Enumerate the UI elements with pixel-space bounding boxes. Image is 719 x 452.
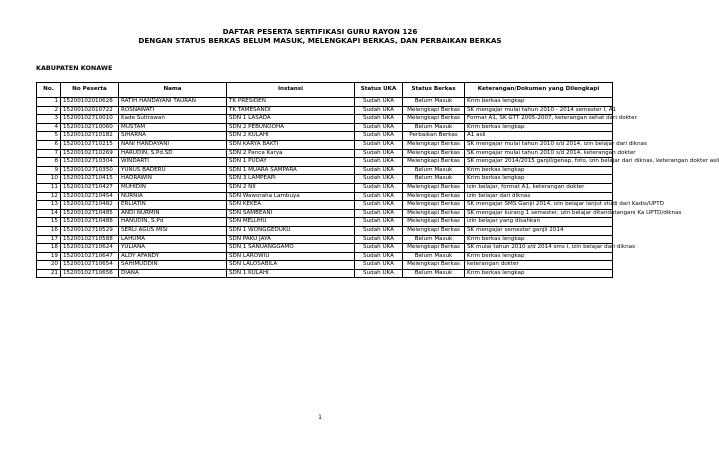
header-nama: Nama — [119, 83, 227, 98]
participant-name: YUNUS BADERU — [119, 166, 227, 175]
row-number: 3 — [37, 115, 61, 124]
row-number: 7 — [37, 149, 61, 158]
participant-id: 15200102710427 — [61, 183, 119, 192]
remarks: SK mengajar semester ganjil 2014 — [465, 226, 613, 235]
participant-id: 15200102710454 — [61, 192, 119, 201]
participant-id: 15200102710654 — [61, 261, 119, 270]
document-title — [0, 27, 640, 45]
participant-id: 15200102710415 — [61, 175, 119, 184]
institution: SDN KEKEA — [227, 201, 355, 210]
row-number: 11 — [37, 183, 61, 192]
status-uka: Sudah UKA — [355, 218, 403, 227]
status-uka: Sudah UKA — [355, 235, 403, 244]
institution: SDN Waworaha Lambuya — [227, 192, 355, 201]
institution: SDN MELUHU — [227, 218, 355, 227]
row-number: 1 — [37, 98, 61, 107]
table-row — [37, 183, 613, 192]
table-row — [37, 166, 613, 175]
status-uka: Sudah UKA — [355, 98, 403, 107]
participant-id: 15200102710269 — [61, 149, 119, 158]
participant-name: SERLI AGUS MISI — [119, 226, 227, 235]
status-uka: Sudah UKA — [355, 192, 403, 201]
status-berkas: Melengkapi Berkas — [403, 209, 465, 218]
remarks: Krim berkas lengkap — [465, 235, 613, 244]
row-number: 6 — [37, 140, 61, 149]
status-berkas: Melengkapi Berkas — [403, 149, 465, 158]
row-number: 4 — [37, 123, 61, 132]
institution: SDN 1 PUDAY — [227, 158, 355, 167]
status-uka: Sudah UKA — [355, 149, 403, 158]
participant-name: SIHARNA — [119, 132, 227, 141]
table-row — [37, 106, 613, 115]
status-berkas: Belum Masuk — [403, 166, 465, 175]
participant-name: RATIH HANDAYANI TAURAN — [119, 98, 227, 107]
table-row — [37, 158, 613, 167]
header-status-berkas: Status Berkas — [403, 83, 465, 98]
institution: SDN 2 NII — [227, 183, 355, 192]
institution: SDN LALOSABILA — [227, 261, 355, 270]
participant-id: 15200102710488 — [61, 218, 119, 227]
status-berkas: Belum Masuk — [403, 98, 465, 107]
participant-name: SAHIMUDDIN — [119, 261, 227, 270]
status-berkas: Belum Masuk — [403, 252, 465, 261]
participant-name: WINDARTI — [119, 158, 227, 167]
table-row — [37, 201, 613, 210]
table-row — [37, 218, 613, 227]
status-uka: Sudah UKA — [355, 175, 403, 184]
row-number: 14 — [37, 209, 61, 218]
table-row — [37, 123, 613, 132]
row-number: 19 — [37, 252, 61, 261]
remarks: Krim berkas lengkap — [465, 123, 613, 132]
institution: TK TAMESANDI — [227, 106, 355, 115]
institution: SDN 1 KULAHI — [227, 269, 355, 278]
status-uka: Sudah UKA — [355, 209, 403, 218]
row-number: 2 — [37, 106, 61, 115]
participant-id: 15200102710010 — [61, 115, 119, 124]
institution: SDN 2 Panca Karya — [227, 149, 355, 158]
status-uka: Sudah UKA — [355, 106, 403, 115]
row-number: 5 — [37, 132, 61, 141]
row-number: 12 — [37, 192, 61, 201]
participant-name: LAHUMA — [119, 235, 227, 244]
table-row — [37, 175, 613, 184]
table-row — [37, 98, 613, 107]
remarks: SK mengajar mulai tahun 2010 - 2014 semester I, A1 — [465, 106, 613, 115]
status-berkas: Melengkapi Berkas — [403, 183, 465, 192]
title-line-2: DENGAN STATUS BERKAS BELUM MASUK, MELENGKAPI BERKAS, DAN PERBAIKAN BERKAS — [138, 36, 502, 45]
participants-table — [36, 82, 719, 278]
participant-id: 15200102710647 — [61, 252, 119, 261]
status-uka: Sudah UKA — [355, 252, 403, 261]
remarks: Krim berkas lengkap — [465, 175, 613, 184]
institution: SDN 3 LAMPEAPI — [227, 175, 355, 184]
participant-id: 15200102710350 — [61, 166, 119, 175]
status-berkas: Melengkapi Berkas — [403, 106, 465, 115]
status-berkas: Perbaikan Berkas — [403, 132, 465, 141]
participant-name: NANI HANDAYANI — [119, 140, 227, 149]
participant-id: 15200102710215 — [61, 140, 119, 149]
table-row — [37, 226, 613, 235]
status-berkas: Melengkapi Berkas — [403, 192, 465, 201]
institution: SDN 1 MUARA SAMPARA — [227, 166, 355, 175]
table-row — [37, 149, 613, 158]
remarks: izin belajar, format A1, keterangan dokter — [465, 183, 613, 192]
remarks: Krim berkas lengkap — [465, 98, 613, 107]
status-berkas: Melengkapi Berkas — [403, 140, 465, 149]
institution: SDN 1 LASADA — [227, 115, 355, 124]
status-berkas: Belum Masuk — [403, 175, 465, 184]
participant-name: HADRAWIN — [119, 175, 227, 184]
participant-name: ANDI NURMIN — [119, 209, 227, 218]
row-number: 8 — [37, 158, 61, 167]
institution: SDN SAMBEANI — [227, 209, 355, 218]
status-berkas: Melengkapi Berkas — [403, 244, 465, 253]
table-row — [37, 132, 613, 141]
participant-id: 15200102710060 — [61, 123, 119, 132]
status-uka: Sudah UKA — [355, 183, 403, 192]
remarks: SK mengajar mulai tahun 2010 s/d 2014, keterangan dokter — [465, 149, 613, 158]
participant-name: NURNIA — [119, 192, 227, 201]
status-uka: Sudah UKA — [355, 261, 403, 270]
status-uka: Sudah UKA — [355, 201, 403, 210]
institution: SDN 1 SANUANGGAMO — [227, 244, 355, 253]
row-number: 20 — [37, 261, 61, 270]
status-uka: Sudah UKA — [355, 132, 403, 141]
remarks: Format A1, SK GTT 2005-2007, keterangan sehat dari dokter — [465, 115, 613, 124]
participant-name: HANUDIN, S.Pd — [119, 218, 227, 227]
participant-id: 15200102710624 — [61, 244, 119, 253]
header-status-uka: Status UKA — [355, 83, 403, 98]
remarks: SK mengajar SMS Ganjil 2014, izin belajar lanjut studi dari Kadis/UPTD — [465, 201, 613, 210]
participant-id: 15200102710482 — [61, 201, 119, 210]
header-no: No. — [37, 83, 61, 98]
row-number: 15 — [37, 218, 61, 227]
institution: SDN KARYA BAKTI — [227, 140, 355, 149]
status-uka: Sudah UKA — [355, 123, 403, 132]
status-uka: Sudah UKA — [355, 166, 403, 175]
participant-id: 15200102710182 — [61, 132, 119, 141]
participant-id: 15200102010628 — [61, 98, 119, 107]
participant-name: HARUDIN, S.Pd.SD — [119, 149, 227, 158]
remarks: SK mulai tahun 2010 s/d 2014 sms I, izin belajar dari diknas — [465, 244, 613, 253]
participant-id: 15200102710304 — [61, 158, 119, 167]
status-berkas: Belum Masuk — [403, 235, 465, 244]
table-row — [37, 252, 613, 261]
header-keterangan: Keterangan/Dokumen yang Dilengkapi — [465, 83, 613, 98]
participant-name: MUSTAM — [119, 123, 227, 132]
institution: TK PRESIDEN — [227, 98, 355, 107]
participant-id: 15200102710485 — [61, 209, 119, 218]
table-header-row — [37, 83, 613, 98]
status-berkas: Melengkapi Berkas — [403, 158, 465, 167]
participant-name: YULIANA — [119, 244, 227, 253]
remarks: izin belajar yang disahkan — [465, 218, 613, 227]
remarks: SK mengajar mulai tahun 2010 s/d 2014, izin belajar dari diknas — [465, 140, 613, 149]
row-number: 18 — [37, 244, 61, 253]
institution: SDN PAKU JAYA — [227, 235, 355, 244]
participant-name: ERLIATIN — [119, 201, 227, 210]
remarks: Krim berkas lengkap — [465, 166, 613, 175]
institution: SDN 2 KULAHI — [227, 132, 355, 141]
status-berkas: Belum Masuk — [403, 123, 465, 132]
status-berkas: Melengkapi Berkas — [403, 218, 465, 227]
table-row — [37, 209, 613, 218]
status-berkas: Melengkapi Berkas — [403, 115, 465, 124]
remarks: keterangan dokter — [465, 261, 613, 270]
status-berkas: Melengkapi Berkas — [403, 201, 465, 210]
title-line-1: DAFTAR PESERTA SERTIFIKASI GURU RAYON 126 — [222, 27, 418, 36]
table-row — [37, 244, 613, 253]
status-uka: Sudah UKA — [355, 269, 403, 278]
row-number: 13 — [37, 201, 61, 210]
participant-name: MUHIDIN — [119, 183, 227, 192]
status-uka: Sudah UKA — [355, 158, 403, 167]
participant-id: 15200102710529 — [61, 226, 119, 235]
institution: SDN LAROWIU — [227, 252, 355, 261]
status-berkas: Melengkapi Berkas — [403, 261, 465, 270]
participant-id: 15200102710656 — [61, 269, 119, 278]
header-instansi: Instansi — [227, 83, 355, 98]
participant-name: DIANA — [119, 269, 227, 278]
row-number: 17 — [37, 235, 61, 244]
institution: SDN 1 WONGGEDUKU — [227, 226, 355, 235]
participant-id: 15200102710588 — [61, 235, 119, 244]
status-uka: Sudah UKA — [355, 140, 403, 149]
page-number: 1 — [318, 414, 322, 421]
table-row — [37, 261, 613, 270]
table-row — [37, 192, 613, 201]
institution: SDN 2 PEBUNOOHA — [227, 123, 355, 132]
participant-name: Kade Sultrawan — [119, 115, 227, 124]
table-row — [37, 269, 613, 278]
remarks: Krim berkas lengkap — [465, 269, 613, 278]
table-row — [37, 140, 613, 149]
row-number: 16 — [37, 226, 61, 235]
region-label: KABUPATEN KONAWE — [36, 64, 113, 72]
table-row — [37, 235, 613, 244]
status-uka: Sudah UKA — [355, 115, 403, 124]
table-row — [37, 115, 613, 124]
status-berkas: Melengkapi Berkas — [403, 226, 465, 235]
remarks: SK mengajar kurang 1 semester, izin belajar ditandatangani Ka UPTD/diknas — [465, 209, 613, 218]
row-number: 21 — [37, 269, 61, 278]
participant-name: ALDY AFANDY — [119, 252, 227, 261]
row-number: 10 — [37, 175, 61, 184]
remarks: A1 asli — [465, 132, 613, 141]
row-number: 9 — [37, 166, 61, 175]
remarks: SK mengajar 2014/2015 ganjil/genap, foto, izin belajar dari diknas, keterangan dokter asli — [465, 158, 613, 167]
participant-id: 15200102010722 — [61, 106, 119, 115]
status-uka: Sudah UKA — [355, 244, 403, 253]
status-berkas: Belum Masuk — [403, 269, 465, 278]
header-no-peserta: No Peserta — [61, 83, 119, 98]
remarks: izin belajar dari diknas — [465, 192, 613, 201]
remarks: Krim berkas lengkap — [465, 252, 613, 261]
status-uka: Sudah UKA — [355, 226, 403, 235]
participant-name: ROSNAWATI — [119, 106, 227, 115]
